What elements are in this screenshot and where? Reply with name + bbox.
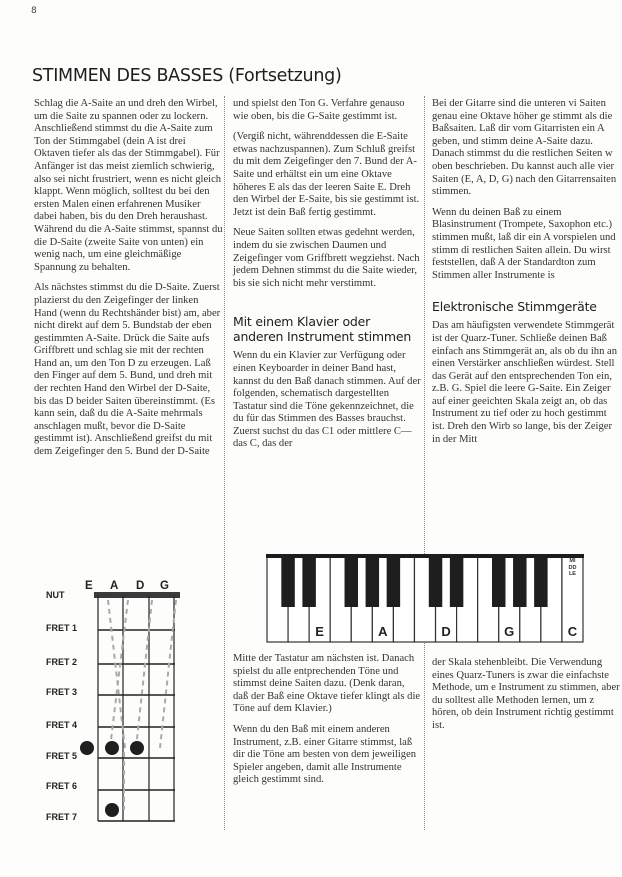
fretboard-diagram: [40, 580, 180, 828]
paragraph: Das am häufigsten verwendete Stimmgerät ist der Quarz-Tuner. Schließe deinen Baß einfach ans Stimmgerät an, als ob du ihn an einen Verstärker anschließen würdest. Stell das Gerät auf den entsprechenden Ton ein, z.B. G. Spiel die leere G-Saite. Ein Zeiger auf einer geeichten Skala zeigt an, ob das Instrument zu tief oder zu hoch gestimmt ist. Dreh den Wirb so lange, bis der Zeiger in der Mitt: [432, 320, 618, 445]
column-divider: [224, 96, 225, 830]
string-label-a: A: [110, 580, 119, 592]
paragraph: Wenn du den Baß mit einem anderen Instrument, z.B. einer Gitarre stimmst, laß dir die Töne am besten von dem jeweiligen Spieler angeben, damit alle Instrumente gleich gestimmt sind.: [233, 723, 417, 786]
black-key: [366, 554, 379, 607]
paragraph: Wenn du ein Klavier zur Verfügung oder einen Keyboarder in deiner Band hast, kannst du den Baß danach stimmen. Auf der folgenden, schematisch dargestellten Tastatur sind die Töne gekennzeichnet, die du für das Stimmen des Basses brauchst. Zuerst suchst du das C1 oder mittlere C—das C, das der: [233, 350, 421, 450]
paragraph: (Vergiß nicht, währenddessen die E-Saite etwas nachzuspannen). Zum Schluß greifst du mit dem Zeigefinger den 7. Bund der A-Saite und erhältst ein um eine Oktave höheres E als das der leeren Saite E. Dreh den Wirbel der E-Saite, bis sie gestimmt ist. Jetzt ist dein Baß fertig gestimmt.: [233, 131, 420, 218]
section-heading-electronic-tuners: Elektronische Stimmgeräte: [432, 299, 597, 315]
black-key: [345, 554, 358, 607]
key-label-a: A: [378, 624, 388, 639]
guide-dash-line: [136, 600, 152, 748]
black-key: [513, 554, 526, 607]
nut-bar: [94, 592, 180, 598]
paragraph: der Skala stehenbleibt. Die Verwendung eines Quarz-Tuners is zwar die einfachste Methode, um e Instrument zu stimmen, aber du solltest alle Methoden lernen, um z hören, ob dein Instrument richtig gestimmt ist.: [432, 657, 620, 731]
key-label-c: C: [567, 624, 578, 639]
string-label-g: G: [160, 580, 169, 592]
black-key: [450, 554, 463, 607]
page-title: STIMMEN DES BASSES (Fortsetzung): [32, 66, 342, 86]
column-2-bottom: [233, 653, 421, 795]
paragraph: Als nächstes stimmst du die D-Saite. Zuerst plazierst du den Zeigefinger der linken Hand (wenn du Rechtshänder bist) am, aber nicht direkt auf dem 5. Bundstab der eben gestimmten A-Saite. Drück die Saite aufs Griffbrett und schlag sie mit der rechten Hand an, um den Ton D zu erzeugen. Laß den Finger auf dem 5. Bund, und dreh mit der rechten Hand den Wirbel der D-Saite, bis das D beider Saiten übereinstimmt. (Es kann sein, daß du die A-Saite mehrmals anschlagen mußt, bevor die D-Saite gestimmt ist). Anschließend greifst du mit dem Zeigefinger den 5. Bund der D-Saite: [34, 282, 221, 458]
black-key: [429, 554, 442, 607]
key-label-d: D: [441, 624, 451, 639]
paragraph: Mitte der Tastatur am nächsten ist. Danach spielst du alle entprechenden Töne und stimmst deine Saiten dazu. (Denk daran, daß der Baß eine Oktave tiefer klingt als die Töne auf dem Klavier.): [233, 653, 421, 715]
middle-c-label: MIDDLE: [568, 558, 577, 577]
fret-label: FRET 4: [46, 720, 78, 730]
string-label-e: E: [85, 580, 93, 592]
paragraph: Schlag die A-Saite an und dreh den Wirbel, um die Saite zu spannen oder zu lockern. Anschließend stimmst du die A-Saite zum Ton der Stimmgabel (dein A ist drei Oktaven tiefer als das der Stimmgabel). Für Anfänger ist das meist ziemlich schwierig, also sei nicht frustriert, wenn es nicht gleich klappt. Wenn möglich, solltest du bei den ersten Malen einen erfahrenen Musiker dabei haben, bis du den Dreh heraushast. Während du die A-Saite stimmst, spannst du die D-Saite (zweite Saite von unten) ein wenig nach, um eine gleichmäßige Spannung zu behalten.: [34, 98, 223, 273]
key-label-e: E: [315, 624, 324, 639]
finger-dot: [130, 741, 144, 755]
paragraph: Bei der Gitarre sind die unteren vi Saiten genau eine Oktave höher ge stimmt als die Baßsaiten. Laß dir vom Gitarristen ein A geben, und stimm deine A-Saite dazu. Danach stimmst du die restlichen Seiten w oben beschrieben. Du kannst auch alle vier Saiten (E, A, D, G) nach den Gitarrensaiten stimmen.: [432, 98, 617, 198]
column-2: [233, 98, 421, 459]
paragraph: und spielst den Ton G. Verfahre genauso wie oben, bis die G-Saite gestimmt ist.: [233, 98, 405, 122]
string-label-d: D: [136, 580, 145, 592]
black-key: [492, 554, 505, 607]
finger-dot: [80, 741, 94, 755]
paragraph: Neue Saiten sollten etwas gedehnt werden, indem du sie zwischen Daumen und Zeigefinger vom Griffbrett wegziehst. Nach jedem Dehnen stimmst du die Saite wieder, bis sie sich nicht mehr verstimmt.: [233, 227, 420, 289]
black-key: [387, 554, 400, 607]
guide-dash-line: [110, 600, 128, 748]
fret-label: FRET 5: [46, 751, 78, 761]
black-key: [534, 554, 547, 607]
finger-dot: [105, 803, 119, 817]
column-3: [432, 98, 622, 454]
fret-label: FRET 1: [46, 623, 78, 633]
fret-label: FRET 3: [46, 687, 78, 697]
column-3-bottom: [432, 657, 622, 733]
paragraph: Wenn du deinen Baß zu einem Blasinstrument (Trompete, Saxophon etc.) stimmen mußt, laß dir ein A vorspielen und stimm di restlichen Saiten allein. Du wirst feststellen, daß A der Standardton zum Stimmen aller Instrumente is: [432, 206, 616, 281]
key-label-g: G: [504, 624, 515, 639]
fret-label: FRET 2: [46, 657, 78, 667]
column-1: [34, 98, 224, 467]
section-heading-piano: Mit einem Klavier oder anderen Instrument stimmen: [233, 314, 412, 345]
black-key: [281, 554, 294, 607]
nut-label: NUT: [46, 590, 65, 600]
fret-label: FRET 7: [46, 812, 78, 822]
page-number: 8: [31, 6, 37, 16]
column-divider: [424, 96, 425, 830]
finger-dot: [105, 741, 119, 755]
fret-label: FRET 6: [46, 781, 78, 791]
black-key: [302, 554, 315, 607]
keyboard-diagram: [266, 554, 584, 643]
